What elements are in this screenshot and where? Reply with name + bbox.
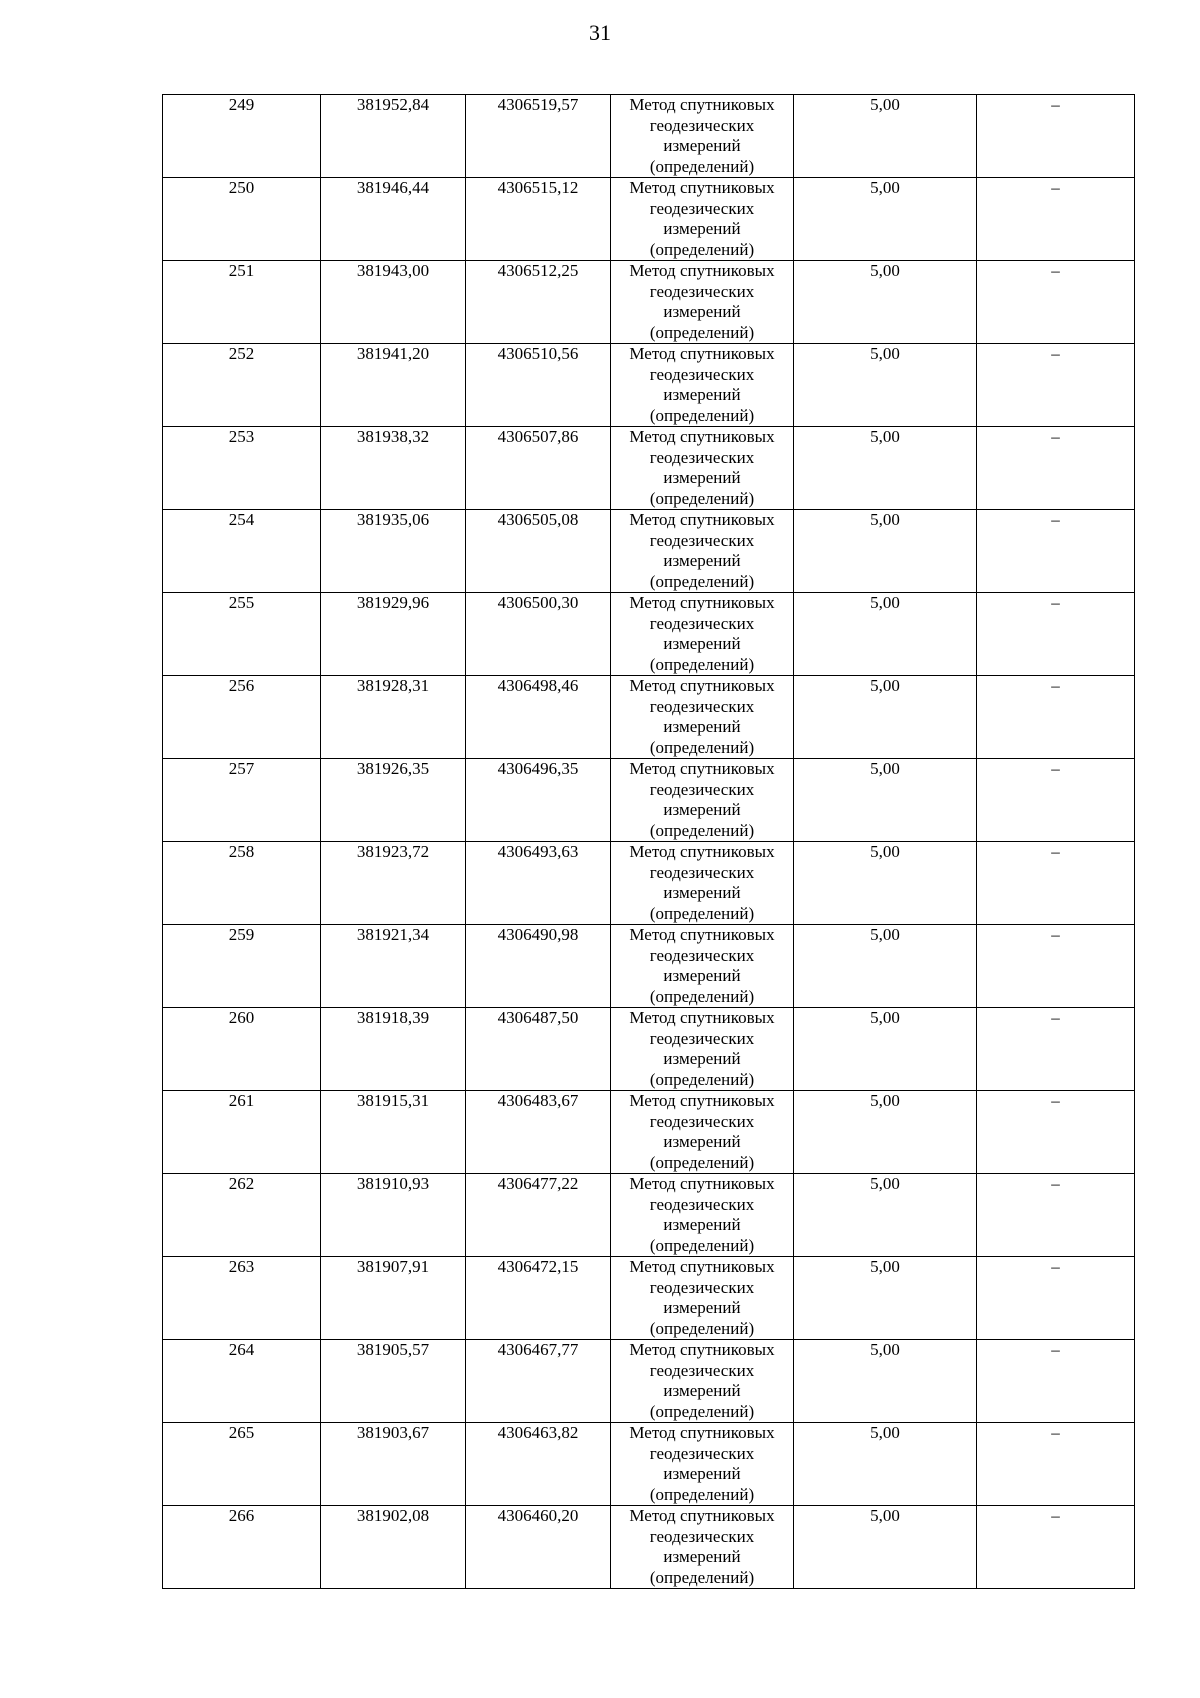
method-cell: Метод спутниковых геодезических измерений (определений) bbox=[611, 842, 794, 925]
table-row bbox=[163, 1257, 1135, 1340]
table-row bbox=[163, 925, 1135, 1008]
table-row bbox=[163, 178, 1135, 261]
method-cell: Метод спутниковых геодезических измерений (определений) bbox=[611, 759, 794, 842]
coordinate-x-cell: 381929,96 bbox=[321, 593, 466, 676]
coordinate-x-cell: 381943,00 bbox=[321, 261, 466, 344]
table-row bbox=[163, 1340, 1135, 1423]
coordinate-y-cell: 4306515,12 bbox=[466, 178, 611, 261]
coordinate-y-cell: 4306498,46 bbox=[466, 676, 611, 759]
coordinates-table-body bbox=[163, 95, 1135, 1589]
note-cell: – bbox=[977, 925, 1135, 1008]
method-cell: Метод спутниковых геодезических измерений (определений) bbox=[611, 1091, 794, 1174]
point-number-cell: 265 bbox=[163, 1423, 321, 1506]
note-cell: – bbox=[977, 676, 1135, 759]
coordinate-x-cell: 381921,34 bbox=[321, 925, 466, 1008]
accuracy-cell: 5,00 bbox=[794, 261, 977, 344]
method-cell: Метод спутниковых геодезических измерений (определений) bbox=[611, 1340, 794, 1423]
method-cell: Метод спутниковых геодезических измерений (определений) bbox=[611, 593, 794, 676]
coordinate-x-cell: 381935,06 bbox=[321, 510, 466, 593]
coordinate-x-cell: 381946,44 bbox=[321, 178, 466, 261]
coordinate-x-cell: 381918,39 bbox=[321, 1008, 466, 1091]
note-cell: – bbox=[977, 95, 1135, 178]
coordinate-x-cell: 381928,31 bbox=[321, 676, 466, 759]
point-number-cell: 257 bbox=[163, 759, 321, 842]
coordinate-y-cell: 4306505,08 bbox=[466, 510, 611, 593]
note-cell: – bbox=[977, 1008, 1135, 1091]
coordinate-y-cell: 4306463,82 bbox=[466, 1423, 611, 1506]
table-row bbox=[163, 1506, 1135, 1589]
point-number-cell: 249 bbox=[163, 95, 321, 178]
coordinate-x-cell: 381915,31 bbox=[321, 1091, 466, 1174]
accuracy-cell: 5,00 bbox=[794, 427, 977, 510]
note-cell: – bbox=[977, 759, 1135, 842]
accuracy-cell: 5,00 bbox=[794, 178, 977, 261]
accuracy-cell: 5,00 bbox=[794, 1174, 977, 1257]
coordinate-x-cell: 381926,35 bbox=[321, 759, 466, 842]
table-row bbox=[163, 593, 1135, 676]
accuracy-cell: 5,00 bbox=[794, 1257, 977, 1340]
accuracy-cell: 5,00 bbox=[794, 344, 977, 427]
accuracy-cell: 5,00 bbox=[794, 593, 977, 676]
note-cell: – bbox=[977, 1091, 1135, 1174]
coordinates-table bbox=[162, 94, 1135, 1589]
note-cell: – bbox=[977, 261, 1135, 344]
coordinate-x-cell: 381910,93 bbox=[321, 1174, 466, 1257]
note-cell: – bbox=[977, 344, 1135, 427]
note-cell: – bbox=[977, 1423, 1135, 1506]
note-cell: – bbox=[977, 1257, 1135, 1340]
coordinate-y-cell: 4306483,67 bbox=[466, 1091, 611, 1174]
note-cell: – bbox=[977, 178, 1135, 261]
point-number-cell: 254 bbox=[163, 510, 321, 593]
point-number-cell: 260 bbox=[163, 1008, 321, 1091]
coordinate-y-cell: 4306507,86 bbox=[466, 427, 611, 510]
note-cell: – bbox=[977, 427, 1135, 510]
coordinate-y-cell: 4306512,25 bbox=[466, 261, 611, 344]
method-cell: Метод спутниковых геодезических измерений (определений) bbox=[611, 261, 794, 344]
method-cell: Метод спутниковых геодезических измерений (определений) bbox=[611, 1174, 794, 1257]
method-cell: Метод спутниковых геодезических измерений (определений) bbox=[611, 344, 794, 427]
method-cell: Метод спутниковых геодезических измерений (определений) bbox=[611, 925, 794, 1008]
point-number-cell: 252 bbox=[163, 344, 321, 427]
method-cell: Метод спутниковых геодезических измерений (определений) bbox=[611, 510, 794, 593]
coordinate-y-cell: 4306519,57 bbox=[466, 95, 611, 178]
note-cell: – bbox=[977, 1174, 1135, 1257]
coordinate-x-cell: 381938,32 bbox=[321, 427, 466, 510]
accuracy-cell: 5,00 bbox=[794, 759, 977, 842]
accuracy-cell: 5,00 bbox=[794, 1091, 977, 1174]
accuracy-cell: 5,00 bbox=[794, 510, 977, 593]
table-row bbox=[163, 510, 1135, 593]
table-row bbox=[163, 842, 1135, 925]
table-row bbox=[163, 1091, 1135, 1174]
accuracy-cell: 5,00 bbox=[794, 925, 977, 1008]
table-row bbox=[163, 261, 1135, 344]
coordinate-y-cell: 4306472,15 bbox=[466, 1257, 611, 1340]
method-cell: Метод спутниковых геодезических измерений (определений) bbox=[611, 1506, 794, 1589]
table-row bbox=[163, 344, 1135, 427]
coordinate-x-cell: 381902,08 bbox=[321, 1506, 466, 1589]
table-row bbox=[163, 427, 1135, 510]
accuracy-cell: 5,00 bbox=[794, 1340, 977, 1423]
point-number-cell: 261 bbox=[163, 1091, 321, 1174]
accuracy-cell: 5,00 bbox=[794, 842, 977, 925]
note-cell: – bbox=[977, 842, 1135, 925]
coordinate-x-cell: 381941,20 bbox=[321, 344, 466, 427]
table-row bbox=[163, 759, 1135, 842]
point-number-cell: 263 bbox=[163, 1257, 321, 1340]
method-cell: Метод спутниковых геодезических измерений (определений) bbox=[611, 1008, 794, 1091]
coordinate-y-cell: 4306467,77 bbox=[466, 1340, 611, 1423]
method-cell: Метод спутниковых геодезических измерений (определений) bbox=[611, 1257, 794, 1340]
point-number-cell: 251 bbox=[163, 261, 321, 344]
coordinate-x-cell: 381905,57 bbox=[321, 1340, 466, 1423]
point-number-cell: 256 bbox=[163, 676, 321, 759]
coordinate-x-cell: 381923,72 bbox=[321, 842, 466, 925]
note-cell: – bbox=[977, 593, 1135, 676]
accuracy-cell: 5,00 bbox=[794, 1423, 977, 1506]
note-cell: – bbox=[977, 1506, 1135, 1589]
coordinate-y-cell: 4306460,20 bbox=[466, 1506, 611, 1589]
point-number-cell: 258 bbox=[163, 842, 321, 925]
method-cell: Метод спутниковых геодезических измерений (определений) bbox=[611, 178, 794, 261]
table-row bbox=[163, 676, 1135, 759]
coordinate-x-cell: 381907,91 bbox=[321, 1257, 466, 1340]
point-number-cell: 262 bbox=[163, 1174, 321, 1257]
table-row bbox=[163, 1423, 1135, 1506]
coordinate-y-cell: 4306496,35 bbox=[466, 759, 611, 842]
point-number-cell: 266 bbox=[163, 1506, 321, 1589]
point-number-cell: 255 bbox=[163, 593, 321, 676]
coordinate-y-cell: 4306500,30 bbox=[466, 593, 611, 676]
point-number-cell: 264 bbox=[163, 1340, 321, 1423]
coordinate-y-cell: 4306490,98 bbox=[466, 925, 611, 1008]
note-cell: – bbox=[977, 510, 1135, 593]
point-number-cell: 253 bbox=[163, 427, 321, 510]
accuracy-cell: 5,00 bbox=[794, 1506, 977, 1589]
accuracy-cell: 5,00 bbox=[794, 95, 977, 178]
coordinate-y-cell: 4306477,22 bbox=[466, 1174, 611, 1257]
accuracy-cell: 5,00 bbox=[794, 676, 977, 759]
method-cell: Метод спутниковых геодезических измерений (определений) bbox=[611, 427, 794, 510]
accuracy-cell: 5,00 bbox=[794, 1008, 977, 1091]
coordinate-y-cell: 4306487,50 bbox=[466, 1008, 611, 1091]
point-number-cell: 259 bbox=[163, 925, 321, 1008]
coordinate-y-cell: 4306493,63 bbox=[466, 842, 611, 925]
page-number: 31 bbox=[589, 20, 611, 45]
method-cell: Метод спутниковых геодезических измерений (определений) bbox=[611, 95, 794, 178]
table-row bbox=[163, 95, 1135, 178]
method-cell: Метод спутниковых геодезических измерений (определений) bbox=[611, 676, 794, 759]
table-row bbox=[163, 1008, 1135, 1091]
coordinate-x-cell: 381903,67 bbox=[321, 1423, 466, 1506]
coordinate-y-cell: 4306510,56 bbox=[466, 344, 611, 427]
coordinate-x-cell: 381952,84 bbox=[321, 95, 466, 178]
point-number-cell: 250 bbox=[163, 178, 321, 261]
table-row bbox=[163, 1174, 1135, 1257]
note-cell: – bbox=[977, 1340, 1135, 1423]
method-cell: Метод спутниковых геодезических измерений (определений) bbox=[611, 1423, 794, 1506]
